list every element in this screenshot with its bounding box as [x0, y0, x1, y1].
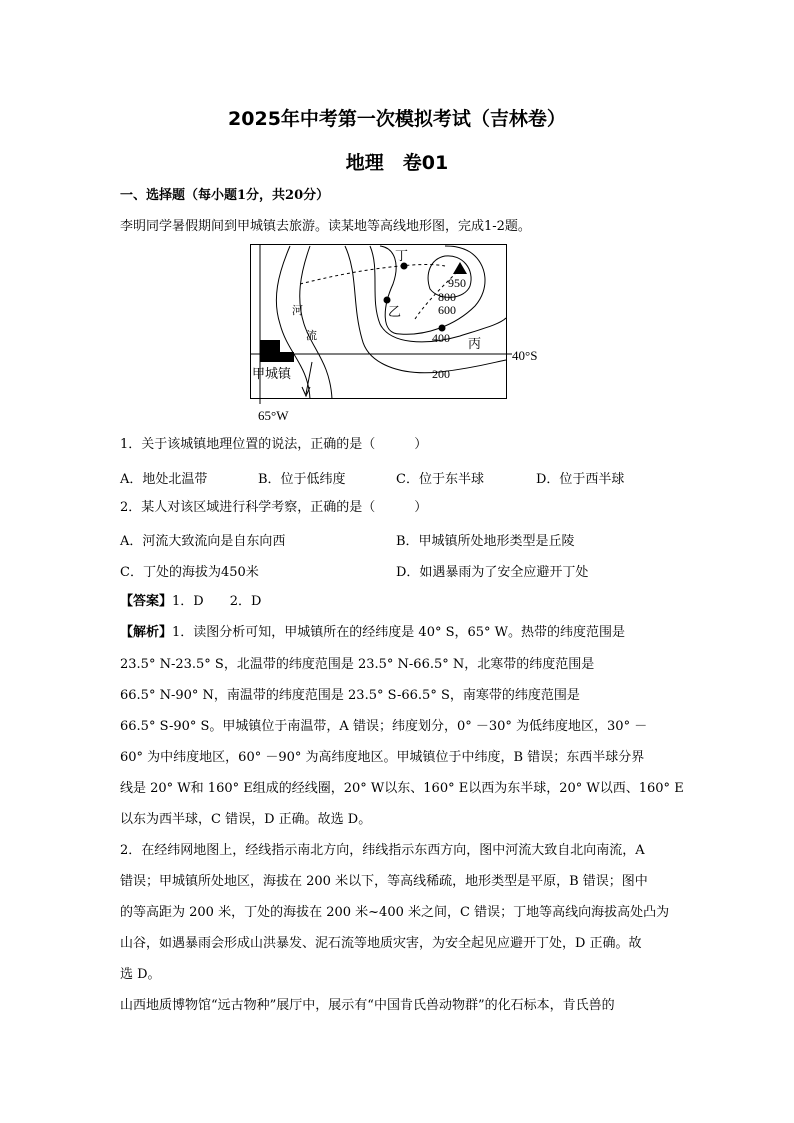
analysis-line-4: 66.5° S-90° S。甲城镇位于南温带，A 错误；纬度划分，0° －30° 为低纬度地区，30° － [120, 719, 648, 734]
label-400: 400 [432, 331, 450, 345]
analysis-label: 【解析】 [120, 625, 173, 640]
page-title: 2025年中考第一次模拟考试（吉林卷） [228, 108, 566, 130]
analysis-line-9: 错误；甲城镇所处地区，海拔在 200 米以下，等高线稀疏，地形类型是平原，B 错误；图中 [120, 874, 648, 889]
label-600: 600 [438, 303, 456, 317]
analysis-line-8: 2．在经纬网地图上，经线指示南北方向，纬线指示东西方向，图中河流大致自北向南流，A [120, 843, 645, 858]
label-river1: 河 [292, 305, 303, 317]
q2-option-c[interactable]: C．丁处的海拔为450米 [120, 565, 259, 580]
analysis-text-1: 1．读图分析可知，甲城镇所在的经纬度是 40° S，65° W。热带的纬度范围是 [172, 625, 626, 640]
question-2-stem: 2．某人对该区域进行科学考察，正确的是（ ） [120, 500, 428, 515]
point-ding [401, 263, 408, 270]
label-ding: 丁 [395, 248, 409, 263]
q2-option-b[interactable]: B．甲城镇所处地形类型是丘陵 [396, 534, 575, 549]
analysis-line-6: 线是 20° W和 160° E组成的经线圈，20° W以东、160° E以西为东半球，20° W以西、160° E [120, 781, 684, 796]
question-intro: 李明同学暑假期间到甲城镇去旅游。读某地等高线地形图，完成1-2题。 [120, 219, 531, 234]
dashed-route [300, 265, 445, 285]
q2-option-d[interactable]: D．如遇暴雨为了安全应避开丁处 [396, 565, 589, 580]
label-lon: 65°W [258, 408, 289, 423]
label-river2: 流 [306, 330, 317, 342]
answer-label: 【答案】 [120, 594, 173, 609]
label-200: 200 [432, 367, 450, 381]
analysis-line-2: 23.5° N-23.5° S，北温带的纬度范围是 23.5° N-66.5° N，北寒带的纬度范围是 [120, 657, 595, 672]
analysis-line-1 [120, 624, 625, 642]
river-bank-right [300, 246, 332, 399]
q2-option-a[interactable]: A．河流大致流向是自东向西 [120, 534, 286, 549]
q1-option-c[interactable]: C．位于东半球 [396, 472, 484, 487]
peak-icon [453, 262, 467, 274]
town-block [260, 340, 280, 362]
analysis-line-3: 66.5° N-90° N，南温带的纬度范围是 23.5° S-66.5° S，南寒带的纬度范围是 [120, 688, 580, 703]
label-yi: 乙 [388, 304, 402, 319]
label-bing: 丙 [468, 336, 482, 351]
q1-option-d[interactable]: D．位于西半球 [536, 472, 625, 487]
analysis-line-5: 60° 为中纬度地区，60° －90° 为高纬度地区。甲城镇位于中纬度，B 错误；东西半球分界 [120, 750, 645, 765]
analysis-line-11: 山谷，如遇暴雨会形成山洪暴发、泥石流等地质灾害，为安全起见应避开丁处，D 正确。故 [120, 936, 642, 951]
point-yi [384, 297, 391, 304]
q1-option-a[interactable]: A．地处北温带 [120, 472, 208, 487]
label-town: 甲城镇 [252, 366, 292, 381]
label-lat: 40°S [512, 348, 538, 363]
analysis-line-12: 选 D。 [120, 967, 161, 982]
label-800: 800 [438, 290, 456, 304]
question-1-stem: 1．关于该城镇地理位置的说法，正确的是（ ） [120, 437, 428, 452]
town-block-small [280, 352, 294, 362]
label-950: 950 [448, 276, 466, 290]
analysis-line-7: 以东为西半球，C 错误，D 正确。故选 D。 [120, 812, 372, 827]
analysis-line-10: 的等高距为 200 米，丁处的海拔在 200 米~400 米之间，C 错误；丁地等高线向海拔高处凸为 [120, 905, 670, 920]
contour-map [250, 244, 560, 426]
q1-option-b[interactable]: B．位于低纬度 [258, 472, 346, 487]
section-heading: 一、选择题（每小题1分，共20分） [120, 188, 330, 203]
next-question-intro: 山西地质博物馆“远古物种”展厅中，展示有“中国肯氏兽动物群”的化石标本，肯氏兽的 [120, 998, 615, 1013]
answer-line [120, 593, 261, 611]
page-subtitle: 地理 卷01 [345, 152, 449, 174]
answer-text: 1．D 2．D [172, 594, 262, 609]
